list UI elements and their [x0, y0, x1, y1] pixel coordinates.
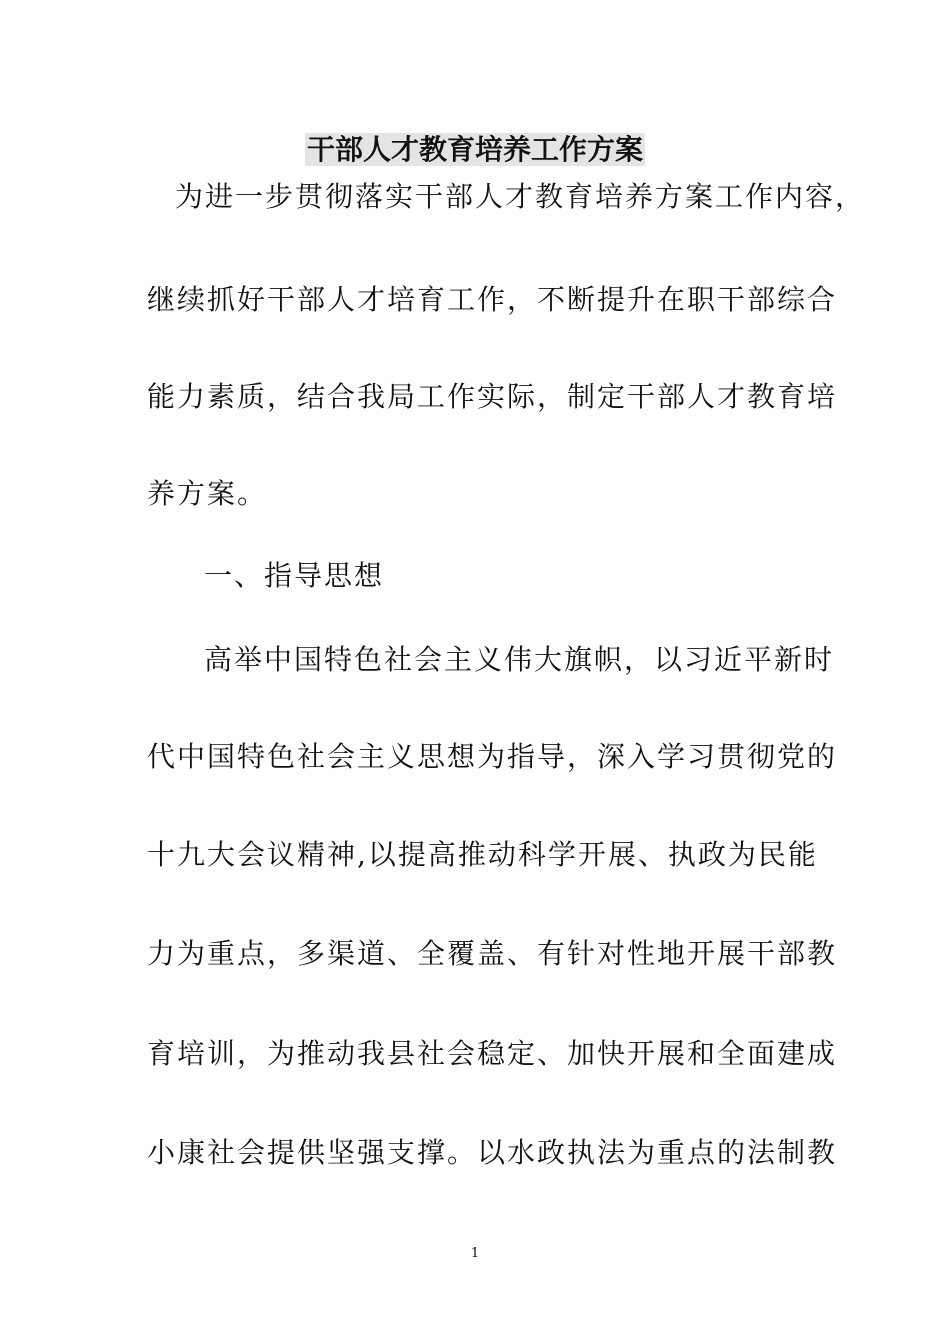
- paragraph-line: 代中国特色社会主义思想为指导，深入学习贯彻党的: [147, 740, 838, 773]
- paragraph-line: 继续抓好干部人才培育工作，不断提升在职干部综合: [147, 283, 838, 316]
- paragraph-line: 力为重点，多渠道、全覆盖、有针对性地开展干部教: [147, 937, 838, 970]
- paragraph-line: 为进一步贯彻落实干部人才教育培养方案工作内容，: [175, 180, 866, 213]
- paragraph-line: 能力素质，结合我局工作实际，制定干部人才教育培: [147, 380, 838, 413]
- paragraph-line: 小康社会提供坚强支撑。以水政执法为重点的法制教: [147, 1136, 838, 1169]
- paragraph-line: 育培训，为推动我县社会稳定、加快开展和全面建成: [147, 1037, 838, 1070]
- document-title-text: 干部人才教育培养工作方案: [306, 133, 643, 166]
- paragraph-line: 十九大会议精神,以提高推动科学开展、执政为民能: [147, 838, 818, 871]
- section-heading: 一、指导思想: [204, 559, 385, 592]
- page-number: 1: [470, 1246, 480, 1261]
- paragraph-line: 高举中国特色社会主义伟大旗帜，以习近平新时: [204, 643, 835, 676]
- document-title: [0, 130, 950, 170]
- paragraph-line: 养方案。: [147, 477, 268, 510]
